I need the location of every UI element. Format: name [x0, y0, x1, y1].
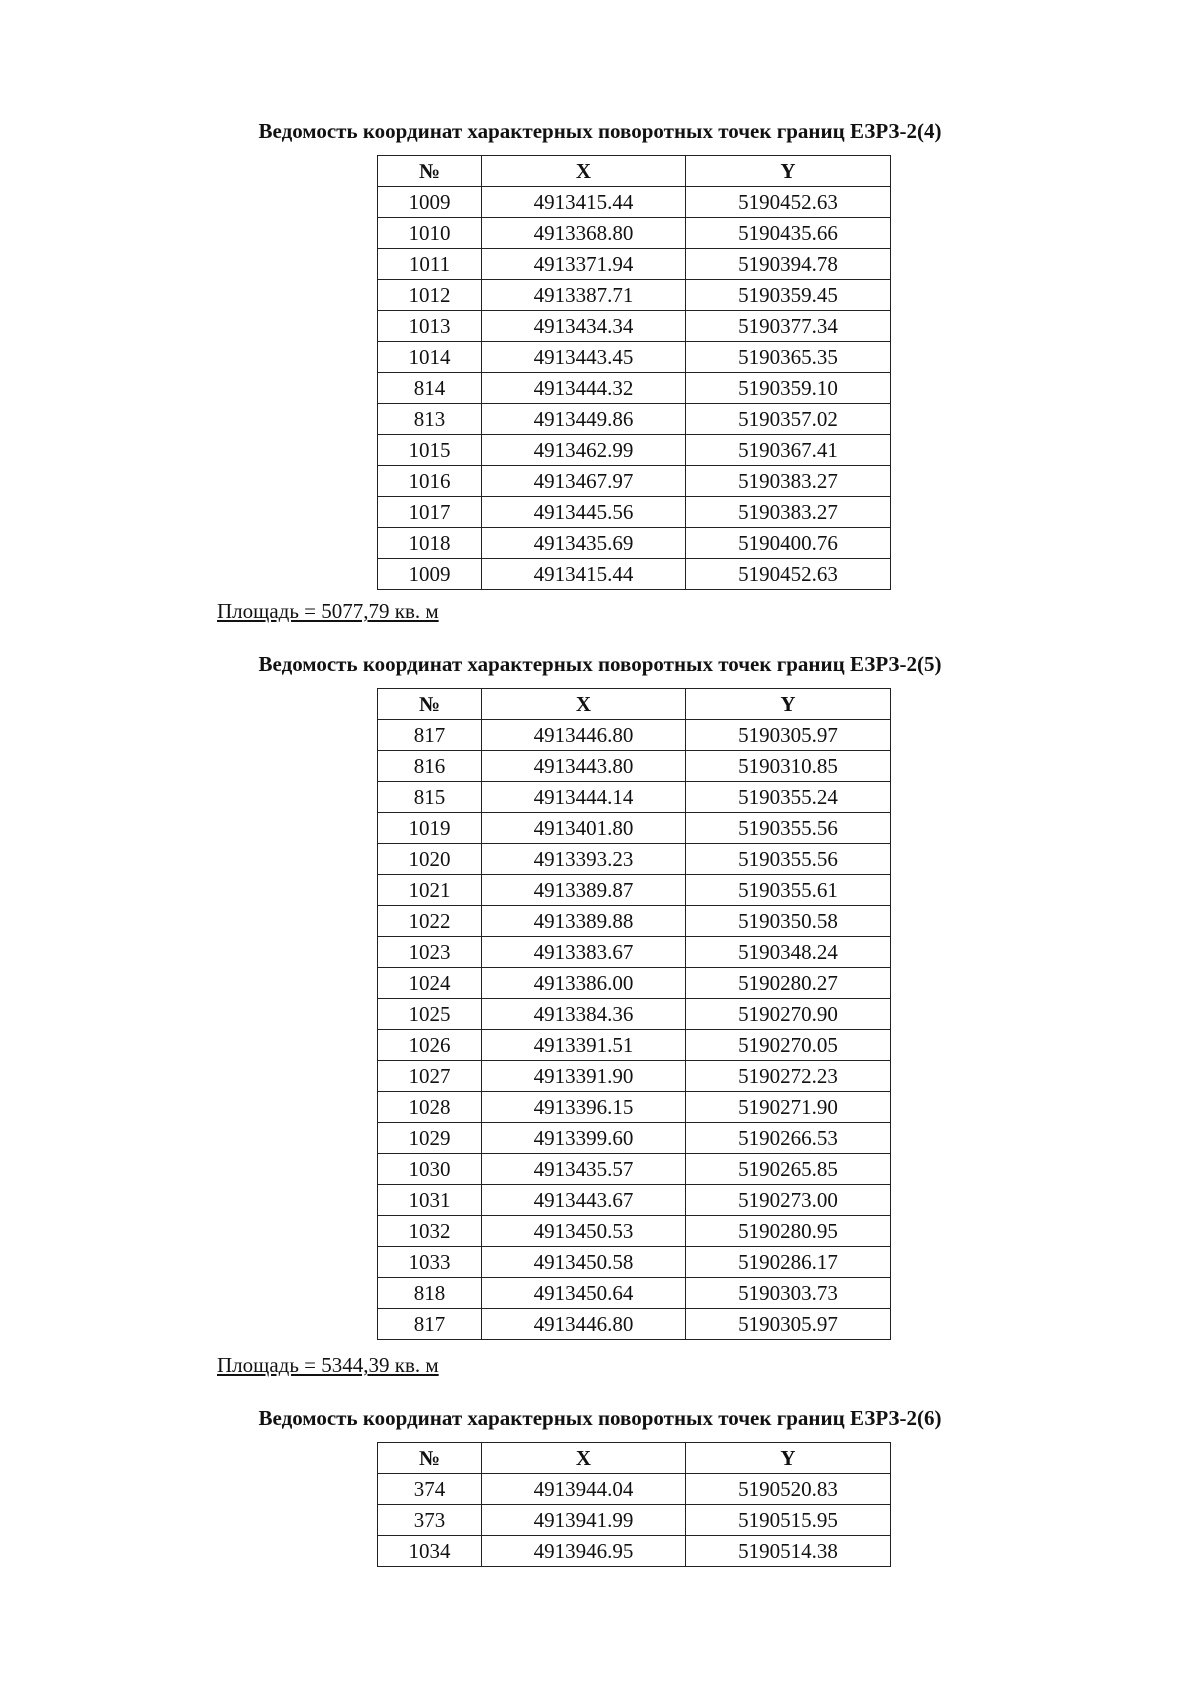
y-coordinate-cell: 5190394.78 [686, 249, 891, 280]
coordinates-table [377, 688, 891, 1340]
x-coordinate-cell: 4913435.57 [482, 1154, 686, 1185]
x-coordinate-cell: 4913450.58 [482, 1247, 686, 1278]
point-number-cell: 1034 [378, 1536, 482, 1567]
y-coordinate-cell: 5190435.66 [686, 218, 891, 249]
header-number: № [378, 689, 482, 720]
table-row [378, 249, 891, 280]
point-number-cell: 1009 [378, 187, 482, 218]
x-coordinate-cell: 4913443.80 [482, 751, 686, 782]
point-number-cell: 1025 [378, 999, 482, 1030]
point-number-cell: 1020 [378, 844, 482, 875]
y-coordinate-cell: 5190310.85 [686, 751, 891, 782]
y-coordinate-cell: 5190355.56 [686, 813, 891, 844]
table-row [378, 906, 891, 937]
y-coordinate-cell: 5190359.10 [686, 373, 891, 404]
point-number-cell: 1032 [378, 1216, 482, 1247]
point-number-cell: 813 [378, 404, 482, 435]
table-row [378, 559, 891, 590]
table-row [378, 1123, 891, 1154]
x-coordinate-cell: 4913450.53 [482, 1216, 686, 1247]
table-row [378, 999, 891, 1030]
table-row [378, 342, 891, 373]
point-number-cell: 1014 [378, 342, 482, 373]
x-coordinate-cell: 4913371.94 [482, 249, 686, 280]
table-row [378, 1278, 891, 1309]
y-coordinate-cell: 5190270.05 [686, 1030, 891, 1061]
x-coordinate-cell: 4913446.80 [482, 720, 686, 751]
point-number-cell: 816 [378, 751, 482, 782]
table-row [378, 1505, 891, 1536]
point-number-cell: 815 [378, 782, 482, 813]
x-coordinate-cell: 4913449.86 [482, 404, 686, 435]
header-y: Y [686, 689, 891, 720]
section-title: Ведомость координат характерных поворотных точек границ ЕЗРЗ-2(6) [258, 1406, 942, 1430]
x-coordinate-cell: 4913444.14 [482, 782, 686, 813]
point-number-cell: 1027 [378, 1061, 482, 1092]
y-coordinate-cell: 5190348.24 [686, 937, 891, 968]
point-number-cell: 1029 [378, 1123, 482, 1154]
table-row [378, 720, 891, 751]
table-row [378, 1474, 891, 1505]
point-number-cell: 818 [378, 1278, 482, 1309]
y-coordinate-cell: 5190383.27 [686, 497, 891, 528]
header-number: № [378, 156, 482, 187]
table-row [378, 813, 891, 844]
table-row [378, 528, 891, 559]
point-number-cell: 1011 [378, 249, 482, 280]
table-row [378, 1154, 891, 1185]
y-coordinate-cell: 5190350.58 [686, 906, 891, 937]
x-coordinate-cell: 4913446.80 [482, 1309, 686, 1340]
table-row [378, 1216, 891, 1247]
table-row [378, 497, 891, 528]
y-coordinate-cell: 5190265.85 [686, 1154, 891, 1185]
x-coordinate-cell: 4913386.00 [482, 968, 686, 999]
table-row [378, 844, 891, 875]
table-row [378, 1185, 891, 1216]
y-coordinate-cell: 5190452.63 [686, 559, 891, 590]
point-number-cell: 1013 [378, 311, 482, 342]
table-row [378, 937, 891, 968]
y-coordinate-cell: 5190273.00 [686, 1185, 891, 1216]
x-coordinate-cell: 4913393.23 [482, 844, 686, 875]
x-coordinate-cell: 4913396.15 [482, 1092, 686, 1123]
coordinates-table [377, 1442, 891, 1567]
table-row [378, 1092, 891, 1123]
x-coordinate-cell: 4913391.90 [482, 1061, 686, 1092]
area-value: Площадь = 5344,39 кв. м [217, 1353, 439, 1377]
header-x: X [482, 689, 686, 720]
point-number-cell: 1019 [378, 813, 482, 844]
table-row [378, 311, 891, 342]
table-row [378, 280, 891, 311]
y-coordinate-cell: 5190515.95 [686, 1505, 891, 1536]
point-number-cell: 817 [378, 1309, 482, 1340]
header-x: X [482, 156, 686, 187]
y-coordinate-cell: 5190305.97 [686, 720, 891, 751]
table-row [378, 466, 891, 497]
point-number-cell: 1026 [378, 1030, 482, 1061]
point-number-cell: 1012 [378, 280, 482, 311]
header-number: № [378, 1443, 482, 1474]
y-coordinate-cell: 5190367.41 [686, 435, 891, 466]
table-row [378, 404, 891, 435]
y-coordinate-cell: 5190266.53 [686, 1123, 891, 1154]
table-header-row [378, 1443, 891, 1474]
point-number-cell: 1030 [378, 1154, 482, 1185]
y-coordinate-cell: 5190357.02 [686, 404, 891, 435]
y-coordinate-cell: 5190355.61 [686, 875, 891, 906]
y-coordinate-cell: 5190383.27 [686, 466, 891, 497]
point-number-cell: 1022 [378, 906, 482, 937]
y-coordinate-cell: 5190520.83 [686, 1474, 891, 1505]
point-number-cell: 1017 [378, 497, 482, 528]
x-coordinate-cell: 4913383.67 [482, 937, 686, 968]
header-y: Y [686, 156, 891, 187]
x-coordinate-cell: 4913443.67 [482, 1185, 686, 1216]
table-row [378, 373, 891, 404]
x-coordinate-cell: 4913415.44 [482, 559, 686, 590]
y-coordinate-cell: 5190355.56 [686, 844, 891, 875]
point-number-cell: 1024 [378, 968, 482, 999]
table-row [378, 1061, 891, 1092]
x-coordinate-cell: 4913399.60 [482, 1123, 686, 1154]
point-number-cell: 1028 [378, 1092, 482, 1123]
area-value: Площадь = 5077,79 кв. м [217, 599, 439, 623]
x-coordinate-cell: 4913415.44 [482, 187, 686, 218]
point-number-cell: 1010 [378, 218, 482, 249]
table-row [378, 1247, 891, 1278]
point-number-cell: 817 [378, 720, 482, 751]
table-row [378, 435, 891, 466]
table-header-row [378, 689, 891, 720]
table-row [378, 782, 891, 813]
table-row [378, 218, 891, 249]
y-coordinate-cell: 5190355.24 [686, 782, 891, 813]
coordinates-table [377, 155, 891, 590]
x-coordinate-cell: 4913384.36 [482, 999, 686, 1030]
y-coordinate-cell: 5190514.38 [686, 1536, 891, 1567]
x-coordinate-cell: 4913391.51 [482, 1030, 686, 1061]
point-number-cell: 373 [378, 1505, 482, 1536]
x-coordinate-cell: 4913462.99 [482, 435, 686, 466]
point-number-cell: 374 [378, 1474, 482, 1505]
x-coordinate-cell: 4913435.69 [482, 528, 686, 559]
point-number-cell: 1023 [378, 937, 482, 968]
y-coordinate-cell: 5190377.34 [686, 311, 891, 342]
table-row [378, 187, 891, 218]
table-row [378, 1536, 891, 1567]
x-coordinate-cell: 4913946.95 [482, 1536, 686, 1567]
section-title: Ведомость координат характерных поворотных точек границ ЕЗРЗ-2(4) [258, 119, 942, 143]
table-header-row [378, 156, 891, 187]
header-x: X [482, 1443, 686, 1474]
x-coordinate-cell: 4913434.34 [482, 311, 686, 342]
y-coordinate-cell: 5190280.27 [686, 968, 891, 999]
y-coordinate-cell: 5190272.23 [686, 1061, 891, 1092]
x-coordinate-cell: 4913445.56 [482, 497, 686, 528]
y-coordinate-cell: 5190359.45 [686, 280, 891, 311]
y-coordinate-cell: 5190271.90 [686, 1092, 891, 1123]
x-coordinate-cell: 4913467.97 [482, 466, 686, 497]
x-coordinate-cell: 4913443.45 [482, 342, 686, 373]
point-number-cell: 814 [378, 373, 482, 404]
table-row [378, 1309, 891, 1340]
y-coordinate-cell: 5190280.95 [686, 1216, 891, 1247]
table-row [378, 1030, 891, 1061]
table-row [378, 751, 891, 782]
x-coordinate-cell: 4913450.64 [482, 1278, 686, 1309]
x-coordinate-cell: 4913401.80 [482, 813, 686, 844]
y-coordinate-cell: 5190305.97 [686, 1309, 891, 1340]
x-coordinate-cell: 4913387.71 [482, 280, 686, 311]
y-coordinate-cell: 5190452.63 [686, 187, 891, 218]
x-coordinate-cell: 4913389.88 [482, 906, 686, 937]
point-number-cell: 1009 [378, 559, 482, 590]
y-coordinate-cell: 5190286.17 [686, 1247, 891, 1278]
point-number-cell: 1015 [378, 435, 482, 466]
table-row [378, 968, 891, 999]
point-number-cell: 1016 [378, 466, 482, 497]
x-coordinate-cell: 4913444.32 [482, 373, 686, 404]
point-number-cell: 1018 [378, 528, 482, 559]
y-coordinate-cell: 5190400.76 [686, 528, 891, 559]
table-row [378, 875, 891, 906]
point-number-cell: 1033 [378, 1247, 482, 1278]
point-number-cell: 1021 [378, 875, 482, 906]
y-coordinate-cell: 5190303.73 [686, 1278, 891, 1309]
x-coordinate-cell: 4913368.80 [482, 218, 686, 249]
y-coordinate-cell: 5190365.35 [686, 342, 891, 373]
x-coordinate-cell: 4913941.99 [482, 1505, 686, 1536]
x-coordinate-cell: 4913389.87 [482, 875, 686, 906]
point-number-cell: 1031 [378, 1185, 482, 1216]
y-coordinate-cell: 5190270.90 [686, 999, 891, 1030]
header-y: Y [686, 1443, 891, 1474]
x-coordinate-cell: 4913944.04 [482, 1474, 686, 1505]
section-title: Ведомость координат характерных поворотных точек границ ЕЗРЗ-2(5) [258, 652, 942, 676]
